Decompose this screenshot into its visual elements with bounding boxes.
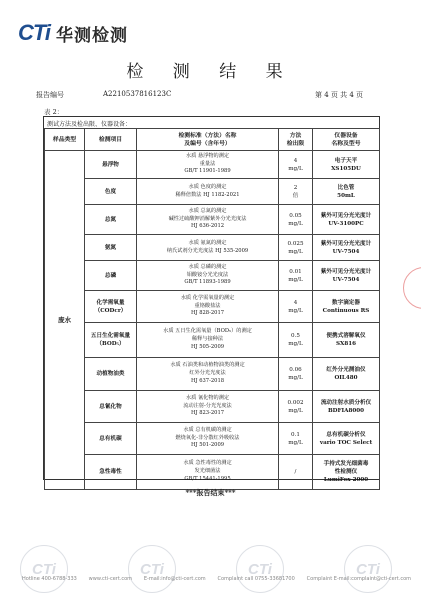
cell-instrument-line: 紫外可见分光光度计: [320, 268, 372, 275]
cell-item: 氨氮: [85, 235, 137, 261]
cell-standard-line: HJ 637-2018: [190, 377, 225, 384]
table-header-row: [45, 129, 380, 151]
cell-standard-line: 水质 悬浮物的测定: [185, 152, 230, 159]
footer-complaint-call: Complaint call 0755-33681700: [217, 576, 295, 582]
cell-standard: [137, 151, 279, 179]
header-standard-line: 检测标准（方法）名称: [178, 132, 237, 139]
cell-standard-line: 水质 五日生化需氧量（BOD₅）的测定: [163, 328, 252, 335]
cell-limit-line: 0.05: [289, 212, 302, 219]
cell-standard-line: 水质 氰化物的测定: [185, 394, 230, 401]
cell-instrument-line: LumiFox 2000: [323, 477, 369, 483]
cell-instrument-line: 便携式溶解氧仪: [326, 333, 366, 339]
cell-instrument-line: 比色管: [337, 184, 355, 191]
cell-standard-line: 燃烧氧化-非分散红外吸收法: [175, 434, 240, 441]
cell-item: 总有机碳: [85, 423, 137, 455]
cell-standard-line: HJ 501-2009: [190, 442, 225, 449]
cell-standard: [137, 261, 279, 291]
cell-instrument-line: 流动注射水质分析仪: [320, 399, 372, 406]
table-row: [45, 455, 380, 490]
cell-standard-line: GB/T 15441-1995: [184, 475, 231, 482]
cell-standard-line: GB/T 11901-1989: [184, 168, 231, 175]
cell-limit-line: mg/L: [288, 341, 303, 347]
header-limit: [279, 129, 313, 151]
header-standard-line: 及编号（含年号）: [184, 140, 231, 147]
table-row: [45, 391, 380, 423]
cell-instrument: [313, 291, 380, 323]
cell-instrument-line: XS105DU: [331, 165, 361, 172]
cell-standard: [137, 291, 279, 323]
cell-standard-line: 发光细菌法: [194, 468, 221, 475]
cell-instrument: [313, 391, 380, 423]
cell-standard-line: 水质 总氮的测定: [188, 207, 227, 214]
table-row: [45, 291, 380, 323]
cell-standard-line: 碱性过硫酸钾消解紫外分光光度法: [168, 215, 247, 222]
cell-standard: [137, 423, 279, 455]
cell-standard-line: GB/T 11893-1989: [184, 279, 231, 286]
cell-item: 总磷: [85, 261, 137, 291]
table-row: [45, 179, 380, 205]
cell-standard-line: 重铬酸盐法: [194, 302, 221, 309]
cell-standard-line: 重量法: [199, 160, 216, 167]
table-row: [45, 151, 380, 179]
cell-standard: [137, 235, 279, 261]
footer-hotline: Hotline 400-6788-333: [22, 576, 77, 582]
cell-instrument: [313, 261, 380, 291]
cell-standard-line: 稀释与接种法: [191, 336, 224, 343]
cell-item: 总氰化物: [85, 391, 137, 423]
cell-instrument-line: UV-3100PC: [328, 220, 364, 227]
cell-instrument: [313, 235, 380, 261]
table-row: [45, 261, 380, 291]
page-indicator: 第 4 页 共 4 页: [315, 91, 364, 99]
logo-name: 华测检测: [56, 25, 129, 46]
logo-mark: CTi: [18, 20, 51, 45]
cell-limit-line: 0.5: [291, 333, 300, 339]
cell-standard-line: 钼酸铵分光光度法: [186, 271, 229, 278]
cell-item: 急性毒性: [85, 455, 137, 490]
header-category: 样品类型: [45, 129, 85, 151]
cell-limit-line: mg/L: [288, 276, 303, 283]
cell-item: 五日生化需氧量（BOD₅）: [85, 323, 137, 358]
cell-instrument-line: Continuous RS: [322, 307, 370, 314]
cell-instrument-line: BDFIA8000: [327, 407, 365, 414]
cell-item: 动植物油类: [85, 358, 137, 391]
table-row: [45, 323, 380, 358]
report-no: A2210537816123C: [103, 90, 172, 98]
cell-limit: [279, 179, 313, 205]
cell-limit: [279, 455, 313, 490]
cell-limit-line: mg/L: [288, 220, 303, 227]
cell-standard-line: HJ 823-2017: [190, 410, 225, 417]
cell-instrument: [313, 205, 380, 235]
cell-instrument-line: 紫外可见分光光度计: [320, 240, 372, 247]
sample-category: 废水: [45, 151, 85, 490]
cell-instrument-line: 性检测仪: [334, 469, 358, 475]
cell-instrument-line: 50mL: [337, 192, 355, 199]
watermark-icon: CTi: [20, 545, 68, 593]
table-row: [45, 235, 380, 261]
report-no-label: 报告编号: [36, 91, 64, 99]
cell-standard: [137, 391, 279, 423]
cell-limit: [279, 323, 313, 358]
header-limit-line: 检出限: [286, 140, 305, 147]
cell-instrument: [313, 323, 380, 358]
cell-instrument-line: 手持式发光细菌毒: [323, 461, 369, 467]
end-note: ***报告结束***: [185, 488, 236, 497]
cell-instrument-line: 紫外可见分光光度计: [320, 212, 372, 219]
cell-limit: [279, 235, 313, 261]
cell-instrument: [313, 455, 380, 490]
cell-standard-line: 水质 氨氮的测定: [188, 239, 227, 246]
company-logo: [18, 20, 128, 46]
cell-standard-line: 稀释倍数法 HJ 1182-2021: [175, 191, 240, 198]
footer-email: E-mail:info@cti-cert.com: [143, 576, 206, 582]
cell-limit-line: 倍: [292, 192, 299, 199]
cell-standard-line: 水质 色度的测定: [188, 183, 227, 190]
cell-limit-line: mg/L: [288, 165, 303, 172]
cell-item: 化学需氧量（CODcr）: [85, 291, 137, 323]
table-row: [45, 358, 380, 391]
cell-standard-line: 水质 石油类和动植物油类的测定: [170, 362, 245, 369]
cell-standard-line: HJ 505-2009: [190, 343, 225, 350]
cell-standard: [137, 179, 279, 205]
cell-limit-line: mg/L: [288, 248, 303, 255]
cell-limit: [279, 291, 313, 323]
watermark-icon: CTi: [236, 545, 284, 593]
cell-limit: [279, 205, 313, 235]
header-item: 检测项目: [85, 129, 137, 151]
table-label: 表 2：: [44, 108, 64, 116]
cell-instrument-line: 总有机碳分析仪: [326, 431, 366, 438]
cell-limit: [279, 358, 313, 391]
cell-instrument-line: UV-7504: [332, 276, 360, 283]
cell-limit-line: mg/L: [288, 407, 303, 414]
cell-standard: [137, 205, 279, 235]
cell-standard-line: 纳氏试剂分光光度法 HJ 535-2009: [166, 247, 249, 254]
cell-standard-line: HJ 636-2012: [190, 223, 225, 230]
cell-instrument-line: 电子天平: [334, 157, 358, 164]
cell-instrument-line: UV-7504: [332, 248, 360, 255]
cell-limit-line: 0.01: [289, 268, 302, 275]
cell-standard-line: 流动注射-分光光度法: [183, 402, 232, 409]
cell-limit-line: /: [294, 469, 297, 475]
cell-standard: [137, 323, 279, 358]
cell-standard-line: 水质 急性毒性的测定: [183, 460, 232, 467]
cell-item: 悬浮物: [85, 151, 137, 179]
cell-limit-line: 4: [293, 299, 298, 306]
header-limit-line: 方法: [289, 132, 302, 139]
cell-instrument-line: SX816: [335, 341, 357, 347]
cell-standard-line: 水质 总磷的测定: [188, 263, 227, 270]
cell-standard: [137, 455, 279, 490]
watermark-icon: CTi: [128, 545, 176, 593]
cell-standard-line: 水质 总有机碳的测定: [183, 426, 232, 433]
methods-table-frame: [43, 116, 380, 483]
cell-instrument: [313, 423, 380, 455]
cell-limit: [279, 151, 313, 179]
cell-limit-line: 0.025: [287, 240, 304, 247]
table-row: [45, 205, 380, 235]
cell-item: 总氮: [85, 205, 137, 235]
cell-instrument-line: 红外分光测油仪: [326, 367, 366, 373]
cell-limit-line: mg/L: [288, 307, 303, 314]
cell-instrument: [313, 179, 380, 205]
header-instrument: [313, 129, 380, 151]
cell-limit-line: 0.1: [291, 431, 300, 438]
footer-web: www.cti-cert.com: [88, 576, 133, 582]
header-instrument-line: 仪器设备: [334, 132, 358, 139]
cell-limit: [279, 391, 313, 423]
cell-limit-line: 0.002: [287, 399, 304, 406]
watermark-icon: CTi: [344, 545, 392, 593]
cell-limit-line: mg/L: [288, 439, 303, 446]
cell-limit-line: 0.06: [289, 367, 302, 373]
table-row: [45, 423, 380, 455]
cell-standard-line: 水质 化学需氧量的测定: [180, 294, 235, 301]
header-standard: [137, 129, 279, 151]
footer-complaint-email: Complaint E-mail:complaint@cti-cert.com: [306, 576, 411, 582]
cell-standard: [137, 358, 279, 391]
cell-limit-line: 2: [293, 184, 298, 191]
cell-item: 色度: [85, 179, 137, 205]
cell-instrument-line: 数字滴定器: [332, 299, 360, 306]
table-caption: 测试方法及检出限、仪器设备：: [47, 121, 132, 128]
cell-instrument-line: vario TOC Select: [319, 439, 373, 446]
cell-limit: [279, 261, 313, 291]
page-title: 检 测 结 果: [126, 62, 295, 82]
cell-limit: [279, 423, 313, 455]
methods-table: [44, 128, 380, 490]
cell-standard-line: 红外分光光度法: [189, 370, 226, 377]
cell-limit-line: mg/L: [288, 375, 303, 381]
cell-instrument: [313, 151, 380, 179]
official-seal-icon: [403, 267, 421, 309]
cell-instrument: [313, 358, 380, 391]
header-instrument-line: 名称及型号: [331, 140, 361, 147]
table-body: [45, 151, 380, 490]
cell-limit-line: 4: [293, 157, 298, 164]
cell-instrument-line: OIL480: [334, 375, 358, 381]
cell-standard-line: HJ 828-2017: [190, 310, 225, 317]
